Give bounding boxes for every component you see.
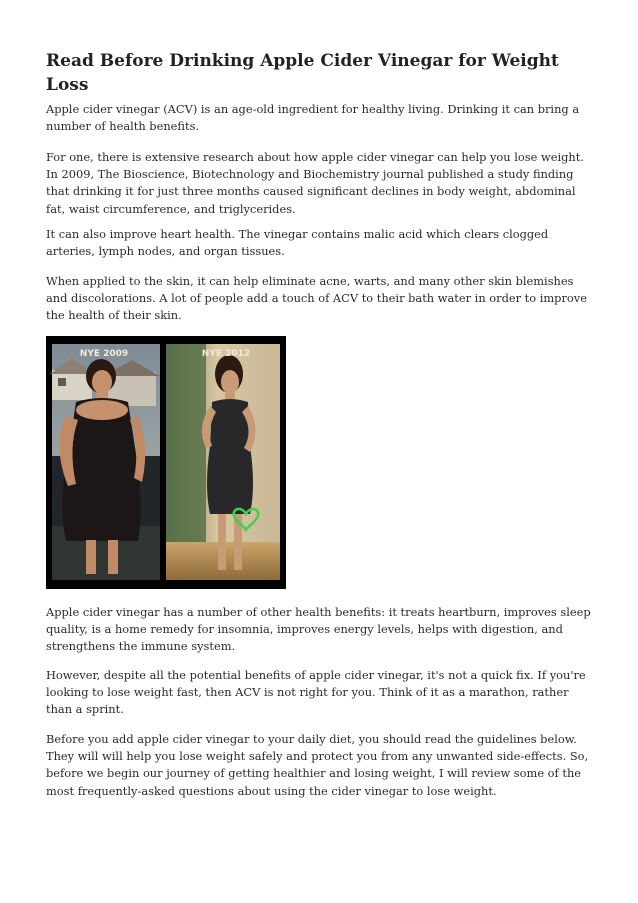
- photo-caption-before: NYE 2009: [79, 349, 129, 359]
- paragraph-heart-health: It can also improve heart health. The vinegar contains malic acid which clears clogged arteries, lymph nodes, and organ tissues.: [46, 227, 549, 259]
- article-title: Read Before Drinking Apple Cider Vinegar for Weight Loss: [46, 51, 559, 95]
- before-after-photo: [46, 336, 286, 589]
- paragraph-research: For one, there is extensive research about how apple cider vinegar can help you lose weight. In 2009, The Bioscience, Biotechnology and Biochemistry journal published a study finding that drinking it for just three months caused significant declines in body weight, abdominal fat, waist circumference, and triglycerides.: [46, 150, 584, 216]
- paragraph-skin: When applied to the skin, it can help eliminate acne, warts, and many other skin blemishes and discolorations. A lot of people add a touch of ACV to their bath water in order to improve the health of their skin.: [46, 274, 587, 323]
- paragraph-intro: Apple cider vinegar (ACV) is an age-old ingredient for healthy living. Drinking it can bring a number of health benefits.: [46, 102, 580, 134]
- paragraph-not-quick-fix: However, despite all the potential benefits of apple cider vinegar, it's not a quick fix. If you're looking to lose weight fast, then ACV is not right for you. Think of it as a marathon, rather than a sprint.: [46, 668, 586, 717]
- paragraph-guidelines: Before you add apple cider vinegar to your daily diet, you should read the guidelines below. They will will help you lose weight safely and protect you from any unwanted side-effects. So, before we begin our journey of getting healthier and losing weight, I will review some of the most frequently-asked questions about using the cider vinegar to lose weight.: [46, 732, 589, 798]
- photo-caption-after: NYE 2012: [201, 349, 251, 359]
- before-after-photo-graphic: [46, 336, 286, 589]
- paragraph-other-benefits: Apple cider vinegar has a number of other health benefits: it treats heartburn, improves sleep quality, is a home remedy for insomnia, improves energy levels, helps with digestion, and strengthens the immune system.: [46, 605, 591, 654]
